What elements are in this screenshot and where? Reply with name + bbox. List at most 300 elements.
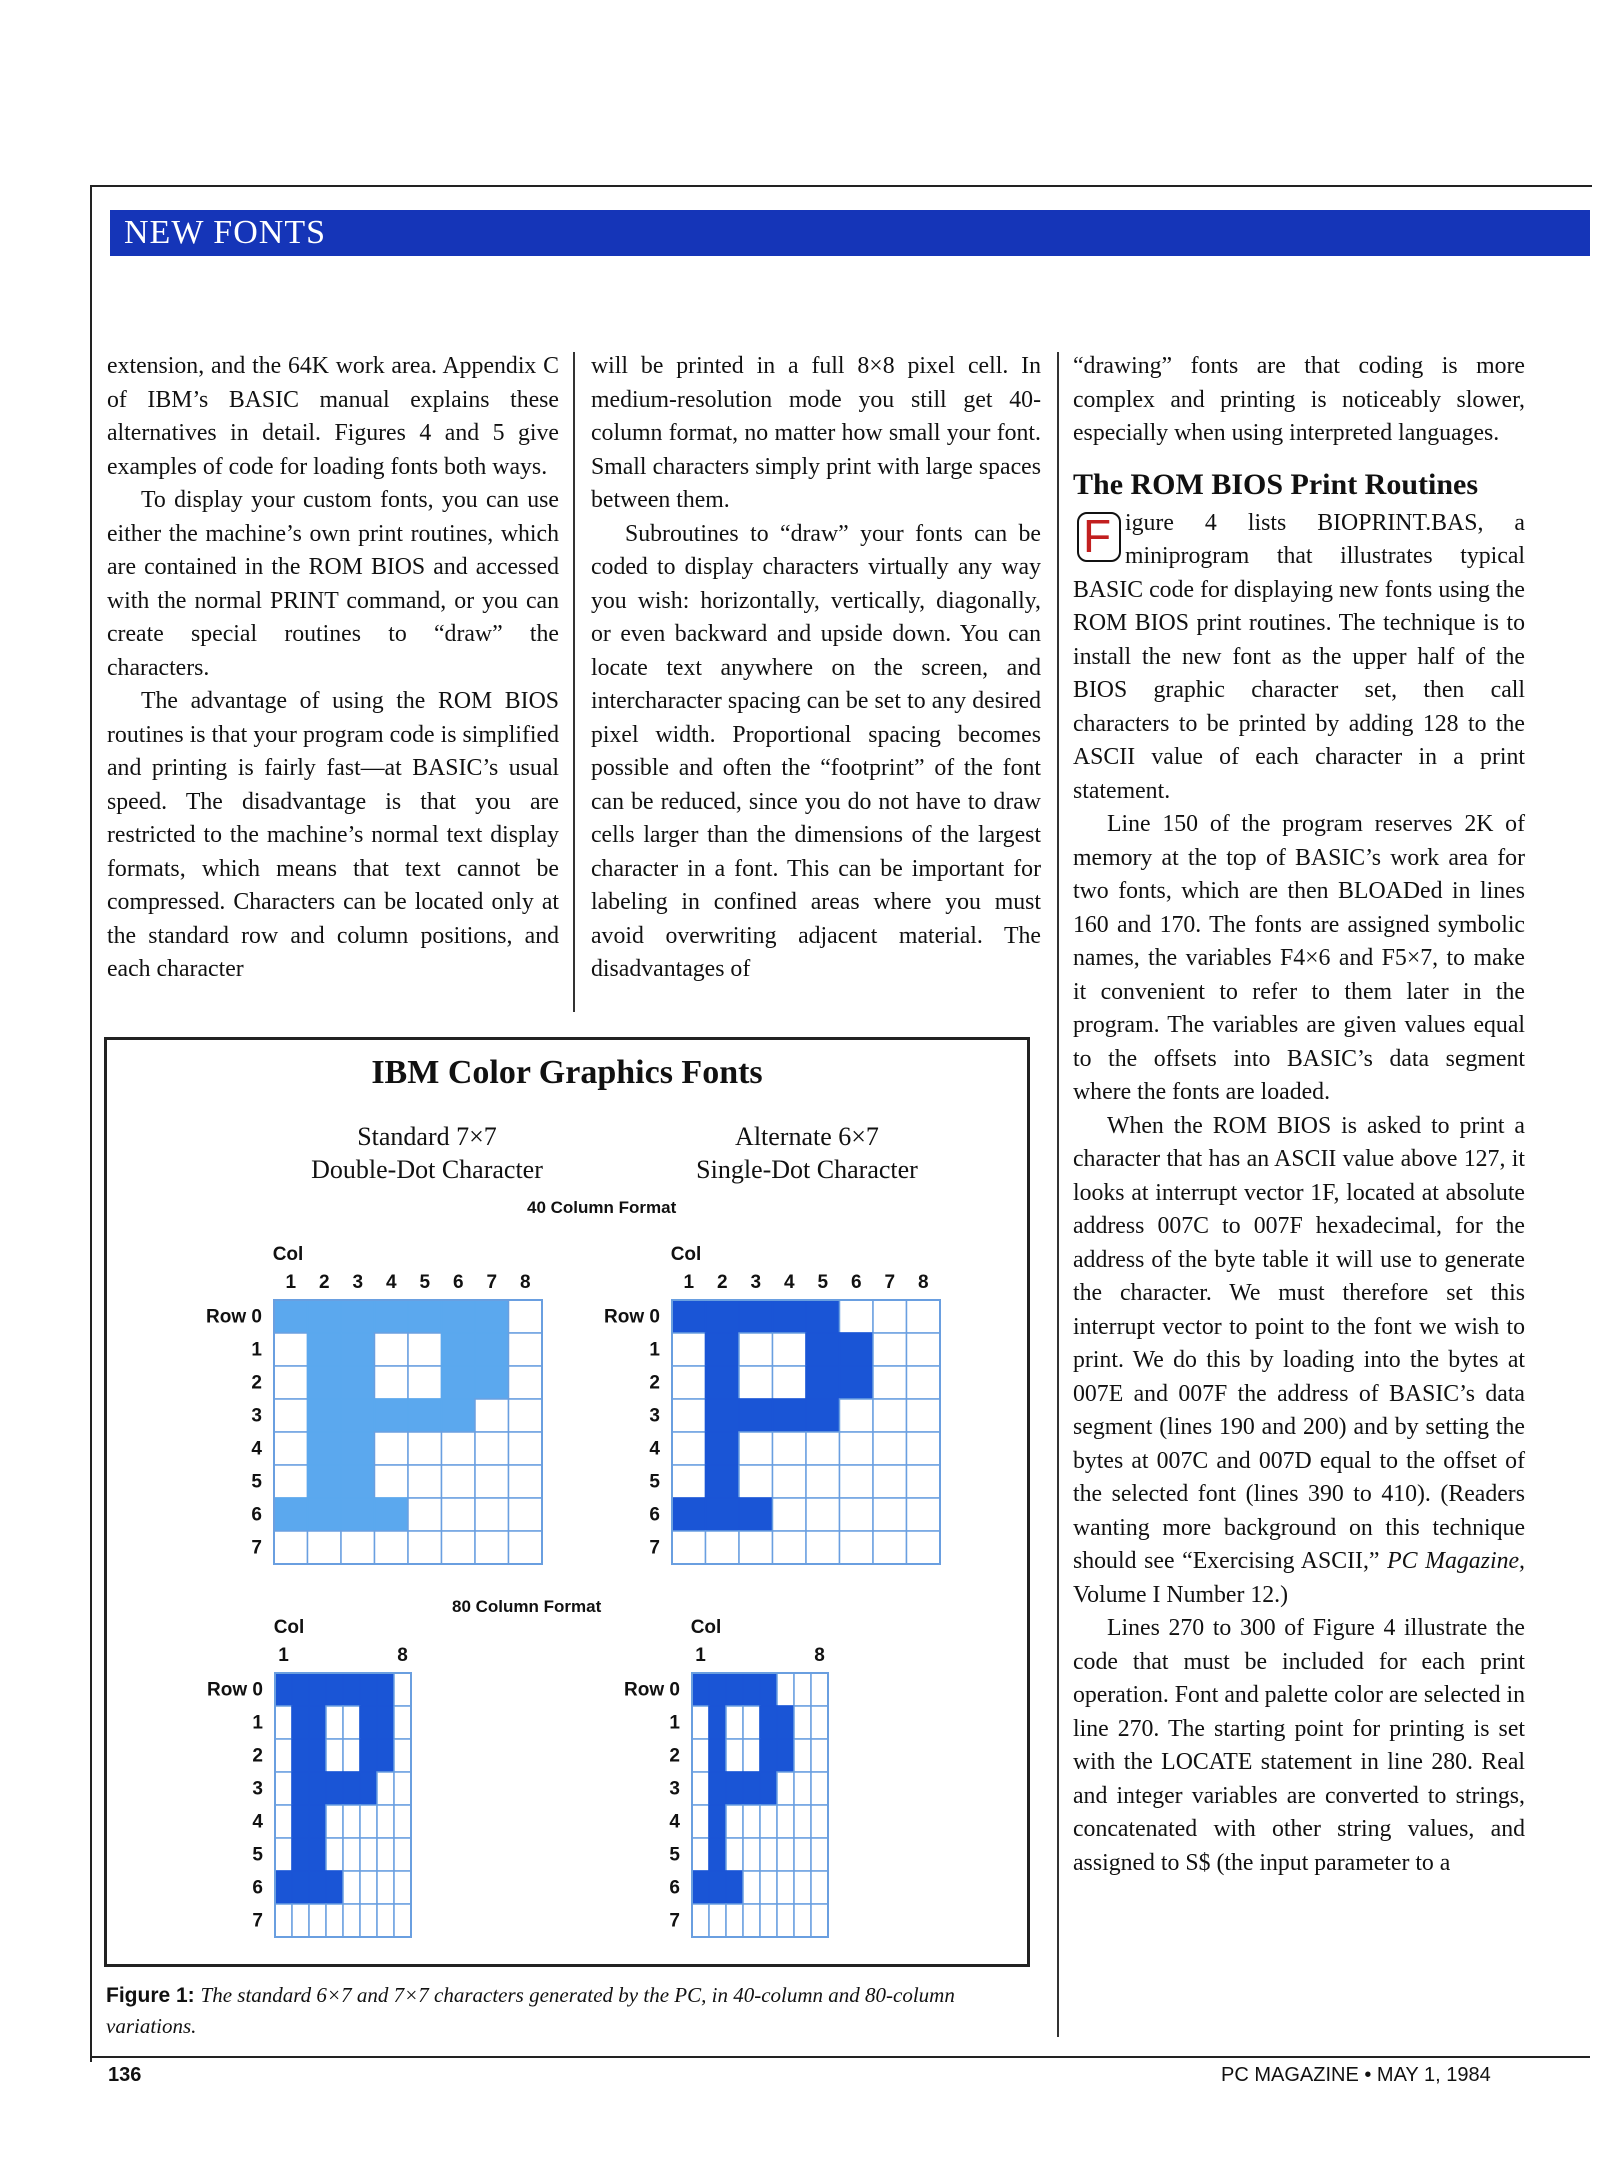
grid-80-alternate-col-number: 1 xyxy=(695,1645,706,1666)
grid-40-alternate-pixel-off xyxy=(672,1366,706,1399)
grid-40-standard-pixel-on xyxy=(308,1432,342,1465)
grid-40-alternate-pixel-on xyxy=(773,1399,807,1432)
drop-cap: F xyxy=(1073,510,1119,562)
grid-80-standard-pixel-on xyxy=(292,1838,309,1871)
grid-80-standard-pixel-on xyxy=(309,1673,326,1706)
grid-80-standard-pixel-on xyxy=(292,1805,309,1838)
grid-40-standard-col-label: Col xyxy=(272,1244,304,1265)
grid-80-standard-row-number: 6 xyxy=(252,1877,263,1899)
grid-80-standard-pixel-off xyxy=(343,1805,360,1838)
grid-40-standard-pixel-off xyxy=(274,1432,308,1465)
paragraph: Line 150 of the program reserves 2K of memory at the top of BASIC’s work area for two fonts, which are then BLOADed in lines 160 and 170. The fonts are assigned symbolic names, the variables F4×6 and F5×7, to make it convenient to refer to them later in the program. The variables are given values equal to the offsets into BASIC’s data segment where the fonts are loaded. xyxy=(1073,811,1525,1105)
grid-40-standard-pixel-off xyxy=(509,1465,543,1498)
grid-80-alternate-row-number: 2 xyxy=(669,1745,680,1767)
paragraph: Lines 270 to 300 of Figure 4 illustrate the code that must be included for each print operation. Font and palette color are selected in line 270. The starting point for printing is set with the LOCATE statement in line 280. Real and integer variables are converted to strings, concatenated with other string values, and assigned to S$ (the input parameter to a xyxy=(1073,1615,1525,1876)
publication-line: PC MAGAZINE • MAY 1, 1984 xyxy=(1221,2064,1491,2086)
grid-80-standard-pixel-on xyxy=(326,1871,343,1904)
grid-40-alternate-col-number: 6 xyxy=(850,1272,862,1293)
bottom-rule xyxy=(90,2056,1590,2058)
grid-80-standard-pixel-off xyxy=(394,1772,411,1805)
grid-40-alternate-pixel-on xyxy=(672,1300,706,1333)
grid-80-standard-pixel-off xyxy=(343,1838,360,1871)
grid-80-standard-pixel-off xyxy=(377,1871,394,1904)
grid-40-alternate-pixel-off xyxy=(806,1498,840,1531)
grid-80-standard-pixel-off xyxy=(377,1772,394,1805)
grid-40-alternate-pixel-on xyxy=(773,1300,807,1333)
grid-40-alternate-pixel-off xyxy=(873,1531,907,1564)
grid-80-alternate-pixel-off xyxy=(692,1739,709,1772)
grid-40-alternate-pixel-off xyxy=(840,1531,874,1564)
grid-80-alternate-pixel-off xyxy=(794,1706,811,1739)
grid-80-alternate-pixel-off xyxy=(811,1673,828,1706)
grid-40-standard-pixel-off xyxy=(509,1333,543,1366)
grid-80-standard-pixel-off xyxy=(309,1904,326,1937)
grid-80-standard-pixel-off xyxy=(360,1904,377,1937)
grid-40-standard-row-number: 7 xyxy=(251,1537,262,1559)
grid-40-alternate-row-number: Row 0 xyxy=(604,1306,660,1328)
grid-40-standard-row-number: 6 xyxy=(251,1504,262,1526)
grid-80-alternate-pixel-off xyxy=(811,1772,828,1805)
grid-80-alternate-pixel-on xyxy=(760,1739,777,1772)
grid-80-standard-pixel-on xyxy=(309,1838,326,1871)
grid-40-alternate-row-number: 2 xyxy=(649,1372,660,1394)
grid-80-alternate-pixel-on xyxy=(726,1673,743,1706)
format-40-label: 40 Column Format xyxy=(527,1198,677,1217)
grid-80-alternate-pixel-on xyxy=(709,1673,726,1706)
grid-40-standard-pixel-on xyxy=(308,1366,342,1399)
right-heading: Alternate 6×7 Single-Dot Character xyxy=(696,1122,918,1184)
grid-40-standard-pixel-off xyxy=(509,1366,543,1399)
grid-80-alternate-pixel-on xyxy=(777,1739,794,1772)
grid-80-standard-row-number: 7 xyxy=(252,1910,263,1932)
grid-40-standard-col-number: 7 xyxy=(486,1272,498,1293)
grid-80-standard-pixel-off xyxy=(394,1706,411,1739)
grid-40-alternate-pixel-on xyxy=(840,1333,874,1366)
grid-40-alternate-pixel-off xyxy=(840,1432,874,1465)
grid-80-standard-pixel-off xyxy=(377,1838,394,1871)
grid-40-alternate-pixel-on xyxy=(806,1300,840,1333)
grid-40-alternate-pixel-off xyxy=(907,1366,941,1399)
grid-80-alternate-row-number: Row 0 xyxy=(624,1679,680,1701)
grid-80-alternate-pixel-off xyxy=(777,1805,794,1838)
grid-40-standard-pixel-off xyxy=(509,1399,543,1432)
grid-80-alternate-pixel-off xyxy=(726,1706,743,1739)
grid-80-standard-pixel-off xyxy=(275,1838,292,1871)
grid-40-standard-pixel-on xyxy=(442,1333,476,1366)
grid-40-standard-col-number: 8 xyxy=(519,1272,531,1293)
grid-80-standard-pixel-off xyxy=(394,1871,411,1904)
grid-80-alternate-pixel-off xyxy=(811,1805,828,1838)
grid-40-standard-pixel-off xyxy=(341,1531,375,1564)
grid-80-standard-pixel-off xyxy=(360,1871,377,1904)
grid-80-standard-pixel-on xyxy=(309,1706,326,1739)
grid-80-alternate-pixel-off xyxy=(794,1673,811,1706)
grid-40-standard-pixel-off xyxy=(375,1432,409,1465)
grid-40-standard-pixel-on xyxy=(308,1465,342,1498)
grid-40-alternate-pixel-on xyxy=(706,1399,740,1432)
paragraph: The advantage of using the ROM BIOS routines is that your program code is simplified and printing is fairly fast—at BASIC’s usual speed. The disadvantage is that you are restricted to the machine’s normal text display formats, which means that text cannot be compressed. Characters can be located only at the standard row and column positions, and each character xyxy=(107,688,559,982)
grid-40-standard-pixel-off xyxy=(408,1366,442,1399)
grid-80-standard-pixel-off xyxy=(343,1904,360,1937)
grid-40-standard-pixel-on xyxy=(308,1399,342,1432)
grid-80-alternate-pixel-off xyxy=(760,1805,777,1838)
grid-40-alternate-pixel-on xyxy=(706,1333,740,1366)
grid-40-standard-pixel-on xyxy=(274,1300,308,1333)
grid-40-alternate-pixel-on xyxy=(806,1366,840,1399)
grid-40-alternate-col-number: 5 xyxy=(817,1272,829,1293)
figure-caption: Figure 1: The standard 6×7 and 7×7 characters generated by the PC, in 40-column and 80-column variations. xyxy=(106,1983,955,2038)
grid-80-standard-row-number: Row 0 xyxy=(207,1679,263,1701)
grid-80-standard-pixel-off xyxy=(377,1904,394,1937)
grid-80-standard-pixel-on xyxy=(326,1772,343,1805)
grid-80-alternate-pixel-off xyxy=(743,1805,760,1838)
grid-40-alternate-pixel-on xyxy=(739,1399,773,1432)
grid-80-alternate-pixel-off xyxy=(811,1871,828,1904)
grid-80-standard-pixel-on xyxy=(309,1772,326,1805)
grid-80-alternate-pixel-on xyxy=(692,1673,709,1706)
grid-40-alternate-pixel-off xyxy=(907,1531,941,1564)
grid-40-standard-pixel-off xyxy=(408,1465,442,1498)
grid-80-standard-pixel-on xyxy=(360,1739,377,1772)
grid-40-alternate-pixel-off xyxy=(873,1366,907,1399)
grid-40-standard-pixel-on xyxy=(341,1300,375,1333)
grid-80-standard-pixel-on xyxy=(292,1772,309,1805)
grid-80-alternate-pixel-on xyxy=(743,1772,760,1805)
grid-80-alternate-pixel-off xyxy=(692,1904,709,1937)
grid-40-alternate-pixel-off xyxy=(840,1399,874,1432)
grid-80-standard-pixel-off xyxy=(326,1706,343,1739)
grid-40-standard-pixel-on xyxy=(341,1432,375,1465)
grid-80-standard-pixel-off xyxy=(394,1739,411,1772)
grid-40-standard-pixel-off xyxy=(509,1300,543,1333)
grid-40-standard-pixel-off xyxy=(408,1531,442,1564)
grid-80-standard-row-number: 4 xyxy=(252,1811,263,1833)
grid-40-standard-pixel-on xyxy=(308,1333,342,1366)
grid-80-alternate-pixel-off xyxy=(811,1706,828,1739)
grid-80-standard-col-number: 1 xyxy=(278,1645,289,1666)
grid-80-standard-pixel-off xyxy=(275,1805,292,1838)
grid-80-standard-pixel-off xyxy=(275,1904,292,1937)
grid-40-alternate-pixel-off xyxy=(773,1432,807,1465)
grid-80-standard-pixel-on xyxy=(309,1871,326,1904)
grid-40-standard-pixel-off xyxy=(274,1333,308,1366)
grid-40-alternate-pixel-off xyxy=(840,1300,874,1333)
grid-80-alternate-pixel-off xyxy=(777,1904,794,1937)
grid-80-alternate-pixel-off xyxy=(726,1838,743,1871)
grid-40-alternate-pixel-on xyxy=(706,1366,740,1399)
grid-80-alternate-pixel-off xyxy=(760,1838,777,1871)
grid-40-standard-pixel-off xyxy=(442,1432,476,1465)
paragraph: extension, and the 64K work area. Appendix C of IBM’s BASIC manual explains these alternatives in detail. Figures 4 and 5 give examples of code for loading fonts both ways. xyxy=(107,353,559,480)
grid-80-standard-pixel-off xyxy=(360,1838,377,1871)
grid-80-standard-pixel-on xyxy=(377,1739,394,1772)
grid-80-standard-pixel-on xyxy=(292,1871,309,1904)
grid-40-alternate-pixel-off xyxy=(672,1399,706,1432)
grid-80-alternate-pixel-off xyxy=(794,1838,811,1871)
grid-80-alternate-pixel-on xyxy=(777,1706,794,1739)
grid-80-standard-pixel-off xyxy=(275,1739,292,1772)
grid-80-alternate-pixel-off xyxy=(760,1871,777,1904)
grid-80-alternate-row-number: 4 xyxy=(669,1811,680,1833)
grid-80-standard-pixel-on xyxy=(360,1772,377,1805)
figure-title: IBM Color Graphics Fonts xyxy=(371,1054,763,1091)
grid-80-alternate-pixel-off xyxy=(692,1838,709,1871)
figure-box xyxy=(104,1037,1030,1967)
grid-40-standard-pixel-off xyxy=(408,1498,442,1531)
grid-40-alternate-pixel-off xyxy=(873,1300,907,1333)
grid-40-alternate-pixel-off xyxy=(907,1432,941,1465)
grid-40-standard-pixel-on xyxy=(375,1399,409,1432)
grid-40-alternate-pixel-off xyxy=(840,1498,874,1531)
grid-40-alternate-pixel-on xyxy=(706,1432,740,1465)
grid-40-alternate-col-number: 8 xyxy=(917,1272,929,1293)
grid-40-standard-pixel-off xyxy=(375,1333,409,1366)
grid-40-alternate-pixel-off xyxy=(907,1300,941,1333)
grid-40-standard-row-number: 5 xyxy=(251,1471,262,1493)
left-heading: Standard 7×7 Double-Dot Character xyxy=(311,1122,543,1184)
grid-80-alternate-row-number: 5 xyxy=(669,1844,680,1866)
grid-80-alternate-pixel-off xyxy=(777,1871,794,1904)
grid-40-alternate-pixel-off xyxy=(907,1333,941,1366)
grid-40-alternate-row-number: 3 xyxy=(649,1405,660,1427)
grid-40-standard-col-number: 4 xyxy=(385,1272,397,1293)
grid-80-alternate-pixel-off xyxy=(692,1706,709,1739)
grid-80-standard-pixel-off xyxy=(275,1706,292,1739)
grid-40-standard-pixel-on xyxy=(308,1300,342,1333)
grid-80-standard-pixel-off xyxy=(275,1772,292,1805)
grid-80-alternate-pixel-off xyxy=(743,1739,760,1772)
grid-40-standard-pixel-on xyxy=(442,1300,476,1333)
grid-40-standard-pixel-off xyxy=(475,1399,509,1432)
grid-80-standard-pixel-on xyxy=(343,1673,360,1706)
grid-40-alternate-pixel-off xyxy=(806,1465,840,1498)
grid-80-alternate-pixel-off xyxy=(794,1739,811,1772)
grid-80-alternate-pixel-on xyxy=(726,1871,743,1904)
grid-80-alternate-pixel-on xyxy=(709,1772,726,1805)
grid-80-standard-pixel-off xyxy=(326,1838,343,1871)
grid-40-standard-row-number: 3 xyxy=(251,1405,262,1427)
grid-80-alternate-pixel-off xyxy=(794,1871,811,1904)
grid-80-standard-pixel-off xyxy=(360,1805,377,1838)
grid-40-alternate-pixel-on xyxy=(706,1300,740,1333)
grid-40-standard-pixel-on xyxy=(341,1333,375,1366)
grid-80-standard-pixel-off xyxy=(292,1904,309,1937)
paragraph: When the ROM BIOS is asked to print a character that has an ASCII value above 127, it looks at interrupt vector 1F, located at absolute address 007C to 007F hexadecimal, for the address of the byte table it will use to generate the character. We must therefore set this interrupt vector to point to the font we wish to print. We do this by loading into the bytes at 007E and 007F the address of BASIC’s data segment (lines 190 and 200) and by setting the bytes at 007C and 007D equal to the offset of the selected font (lines 390 to 410). (Readers wanting more background on this technique should see “Exercising ASCII,” PC Magazine, Volume I Number 12.) xyxy=(1073,1112,1525,1608)
grid-40-standard-pixel-off xyxy=(274,1465,308,1498)
section-heading: The ROM BIOS Print Routines xyxy=(1073,467,1479,501)
grid-80-alternate-pixel-off xyxy=(726,1904,743,1937)
grid-80-alternate-col-number: 8 xyxy=(814,1645,825,1666)
grid-80-alternate-pixel-on xyxy=(709,1871,726,1904)
grid-80-standard-pixel-off xyxy=(394,1838,411,1871)
grid-40-alternate-pixel-off xyxy=(672,1333,706,1366)
grid-40-alternate-pixel-off xyxy=(672,1432,706,1465)
text-column-2 xyxy=(591,350,1041,987)
grid-80-alternate-pixel-off xyxy=(794,1805,811,1838)
paragraph: “drawing” fonts are that coding is more complex and printing is noticeably slower, especially when using interpreted languages. xyxy=(1073,353,1525,446)
grid-80-alternate-pixel-off xyxy=(743,1838,760,1871)
grid-40-standard-pixel-on xyxy=(475,1300,509,1333)
grid-40-alternate-pixel-off xyxy=(773,1498,807,1531)
grid-40-alternate-pixel-off xyxy=(739,1366,773,1399)
grid-80-standard-pixel-off xyxy=(394,1673,411,1706)
grid-40-standard-pixel-off xyxy=(442,1531,476,1564)
grid-80-alternate-pixel-off xyxy=(692,1772,709,1805)
grid-80-alternate-pixel-off xyxy=(692,1805,709,1838)
grid-40-alternate-pixel-off xyxy=(773,1366,807,1399)
grid-40-alternate-col-number: 1 xyxy=(683,1272,695,1293)
grid-40-standard-pixel-off xyxy=(274,1531,308,1564)
grid-40-standard-pixel-on xyxy=(274,1498,308,1531)
grid-40-alternate-pixel-on xyxy=(840,1366,874,1399)
grid-40-standard-pixel-off xyxy=(475,1498,509,1531)
grid-80-standard-pixel-on xyxy=(343,1772,360,1805)
grid-80-alternate-col-label: Col xyxy=(690,1617,722,1638)
grid-40-alternate-pixel-off xyxy=(773,1531,807,1564)
grid-80-alternate-row-number: 7 xyxy=(669,1910,680,1932)
grid-80-alternate-pixel-off xyxy=(811,1739,828,1772)
grid-40-alternate-pixel-off xyxy=(739,1432,773,1465)
grid-40-standard-col-number: 6 xyxy=(452,1272,464,1293)
grid-80-alternate-pixel-off xyxy=(811,1838,828,1871)
grid-80-alternate-pixel-off xyxy=(777,1673,794,1706)
grid-40-standard-pixel-off xyxy=(274,1399,308,1432)
grid-40-standard-row-number: 4 xyxy=(251,1438,262,1460)
grid-80-alternate-pixel-off xyxy=(777,1772,794,1805)
grid-80-alternate-pixel-off xyxy=(811,1904,828,1937)
grid-40-standard-pixel-on xyxy=(475,1333,509,1366)
grid-40-alternate-pixel-off xyxy=(907,1399,941,1432)
grid-80-standard-col-number: 8 xyxy=(397,1645,408,1666)
grid-40-alternate-row-number: 5 xyxy=(649,1471,660,1493)
grid-80-standard-pixel-off xyxy=(394,1805,411,1838)
grid-40-standard-col-number: 1 xyxy=(285,1272,297,1293)
grid-40-standard-pixel-off xyxy=(509,1498,543,1531)
grid-40-alternate-pixel-off xyxy=(706,1531,740,1564)
section-banner: NEW FONTS xyxy=(110,210,1590,256)
grid-40-alternate-pixel-off xyxy=(907,1465,941,1498)
grid-80-alternate-pixel-on xyxy=(760,1673,777,1706)
grid-80-standard-pixel-off xyxy=(343,1706,360,1739)
grid-40-alternate-pixel-off xyxy=(672,1531,706,1564)
grid-40-standard-col-number: 2 xyxy=(318,1272,330,1293)
grid-80-standard-row-number: 2 xyxy=(252,1745,263,1767)
grid-40-alternate-pixel-off xyxy=(773,1465,807,1498)
grid-40-alternate-pixel-off xyxy=(873,1399,907,1432)
grid-80-alternate-pixel-off xyxy=(760,1904,777,1937)
paragraph: To display your custom fonts, you can use either the machine’s own print routines, which are contained in the ROM BIOS and accessed with the normal PRINT command, or you can create special routines to “draw” the characters. xyxy=(107,487,559,681)
grid-80-alternate-pixel-on xyxy=(760,1772,777,1805)
grid-80-standard-row-number: 1 xyxy=(252,1712,263,1734)
grid-80-alternate-row-number: 1 xyxy=(669,1712,680,1734)
grid-40-alternate-col-number: 7 xyxy=(884,1272,896,1293)
grid-40-alternate-pixel-on xyxy=(806,1399,840,1432)
grid-80-standard-pixel-off xyxy=(343,1739,360,1772)
format-80-label: 80 Column Format xyxy=(452,1597,602,1616)
grid-40-standard-pixel-on xyxy=(475,1366,509,1399)
grid-40-alternate-pixel-on xyxy=(672,1498,706,1531)
grid-40-alternate-pixel-off xyxy=(739,1465,773,1498)
column-divider xyxy=(1057,352,1059,2037)
grid-40-alternate-pixel-off xyxy=(806,1432,840,1465)
grid-40-alternate-pixel-on xyxy=(739,1300,773,1333)
grid-40-alternate-pixel-off xyxy=(672,1465,706,1498)
grid-80-standard-row-number: 3 xyxy=(252,1778,263,1800)
grid-80-alternate-row-number: 3 xyxy=(669,1778,680,1800)
grid-40-alternate-col-number: 3 xyxy=(750,1272,762,1293)
grid-80-alternate-pixel-on xyxy=(709,1706,726,1739)
grid-40-standard-pixel-off xyxy=(475,1432,509,1465)
grid-80-standard-pixel-on xyxy=(309,1805,326,1838)
grid-80-standard-pixel-off xyxy=(326,1904,343,1937)
grid-80-alternate-pixel-on xyxy=(726,1772,743,1805)
grid-40-alternate-pixel-on xyxy=(806,1333,840,1366)
grid-40-alternate-pixel-off xyxy=(806,1531,840,1564)
grid-80-alternate-pixel-off xyxy=(709,1904,726,1937)
grid-40-standard-row-number: Row 0 xyxy=(206,1306,262,1328)
grid-80-standard-pixel-on xyxy=(292,1739,309,1772)
paragraph: will be printed in a full 8×8 pixel cell. In medium-resolution mode you still get 40-column format, no matter how small your font. Small characters simply print with large spaces between them. xyxy=(591,353,1041,513)
grid-40-standard-pixel-off xyxy=(442,1498,476,1531)
grid-40-alternate-row-number: 4 xyxy=(649,1438,660,1460)
grid-40-standard-pixel-on xyxy=(308,1498,342,1531)
grid-40-standard-pixel-off xyxy=(375,1465,409,1498)
grid-40-standard-pixel-on xyxy=(341,1366,375,1399)
grid-80-alternate-pixel-off xyxy=(743,1871,760,1904)
paragraph: F igure 4 lists BIOPRINT.BAS, a miniprogram that illustrates typical BASIC code for displaying new fonts using the ROM BIOS print routines. The technique is to install the new font as the upper half of the BIOS graphic character set, then call characters to be printed by adding 128 to the ASCII value of each character in a print statement. xyxy=(1073,509,1525,804)
grid-80-alternate-pixel-off xyxy=(794,1904,811,1937)
grid-80-alternate-pixel-on xyxy=(760,1706,777,1739)
grid-40-standard-pixel-off xyxy=(274,1366,308,1399)
grid-80-standard-pixel-off xyxy=(394,1904,411,1937)
grid-80-standard-pixel-off xyxy=(326,1805,343,1838)
column-divider xyxy=(573,352,575,1012)
grid-40-alternate-pixel-off xyxy=(739,1333,773,1366)
grid-80-alternate-pixel-on xyxy=(709,1838,726,1871)
grid-40-standard-pixel-on xyxy=(341,1465,375,1498)
grid-40-alternate-pixel-off xyxy=(873,1498,907,1531)
grid-80-standard-pixel-off xyxy=(377,1805,394,1838)
grid-40-standard-col-number: 3 xyxy=(352,1272,364,1293)
grid-80-standard-pixel-on xyxy=(292,1673,309,1706)
grid-40-alternate-pixel-off xyxy=(873,1465,907,1498)
grid-40-alternate-col-number: 4 xyxy=(783,1272,795,1293)
grid-40-standard-pixel-off xyxy=(509,1432,543,1465)
grid-80-alternate-pixel-off xyxy=(743,1904,760,1937)
grid-80-alternate-pixel-off xyxy=(726,1805,743,1838)
page-number: 136 xyxy=(108,2064,142,2086)
grid-80-standard-col-label: Col xyxy=(273,1617,305,1638)
grid-80-alternate-pixel-on xyxy=(692,1871,709,1904)
grid-40-alternate-col-label: Col xyxy=(670,1244,702,1265)
grid-80-standard-row-number: 5 xyxy=(252,1844,263,1866)
grid-80-alternate-pixel-on xyxy=(743,1673,760,1706)
grid-40-standard-col-number: 5 xyxy=(419,1272,431,1293)
grid-40-standard-pixel-off xyxy=(375,1531,409,1564)
grid-40-standard-pixel-on xyxy=(408,1399,442,1432)
grid-40-standard-pixel-off xyxy=(408,1333,442,1366)
text-column-3 xyxy=(1073,350,1525,1880)
grid-80-alternate-pixel-on xyxy=(709,1805,726,1838)
grid-40-standard-pixel-off xyxy=(442,1465,476,1498)
grid-40-standard-pixel-on xyxy=(375,1300,409,1333)
grid-40-standard-row-number: 2 xyxy=(251,1372,262,1394)
grid-40-alternate-row-number: 6 xyxy=(649,1504,660,1526)
grid-40-alternate-pixel-off xyxy=(840,1465,874,1498)
grid-40-standard-pixel-off xyxy=(408,1432,442,1465)
grid-80-alternate-pixel-off xyxy=(777,1838,794,1871)
grid-80-standard-pixel-on xyxy=(309,1739,326,1772)
